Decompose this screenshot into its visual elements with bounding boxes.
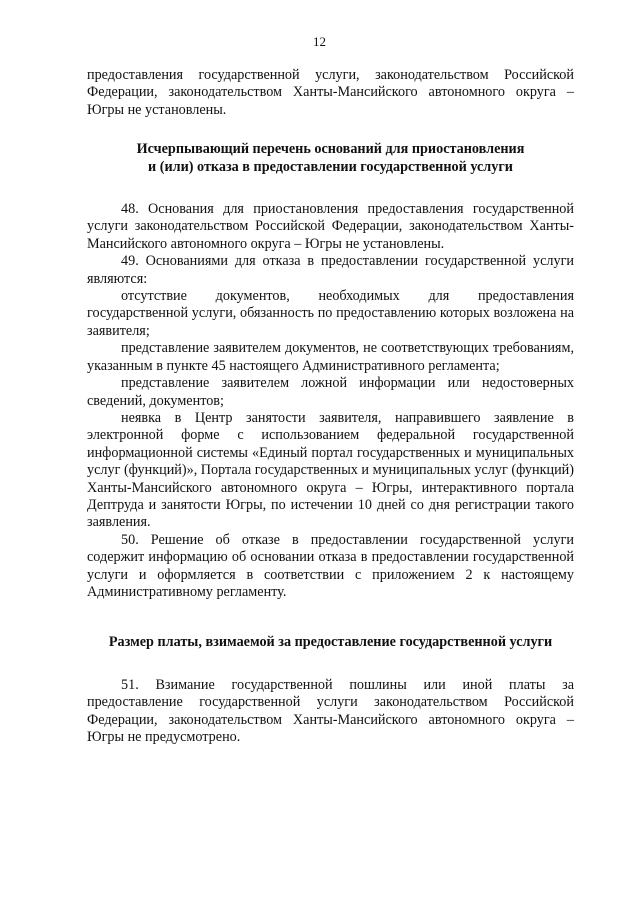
page-number: 12 (313, 34, 326, 49)
clause-49-item-no-show: неявка в Центр занятости заявителя, направившего заявление в электронной форме с использованием федеральной государственной информационной системы «Единый портал государственных и муниципальных услуг (функций)», Портала государственных и муниципальных услуг (функций) Ханты-Мансийского автономного округа – Югры, интерактивного портала Дептруда и занятости Югры, по истечении 10 дней со дня регистрации такого заявления. (87, 409, 574, 531)
clause-49-item-nonconforming-documents: представление заявителем документов, не соответствующих требованиям, указанным в пункте 45 настоящего Административного регламента; (87, 340, 574, 374)
section-heading-suspension-line-2: и (или) отказа в предоставлении государственной услуги (148, 158, 513, 175)
document-body (87, 67, 574, 746)
clause-50: 50. Решение об отказе в предоставлении государственной услуги содержит информацию об основании отказа в предоставлении государственной услуги и оформляется в соответствии с приложением 2 к настоящему Административному регламенту. (87, 531, 574, 600)
clause-48: 48. Основания для приостановления предоставления государственной услуги законодательством Российской Федерации, законодательством Ханты-Мансийского автономного округа – Югры не установлены. (87, 201, 574, 252)
clause-49-item-missing-documents: отсутствие документов, необходимых для предоставления государственной услуги, обязанность по предоставлению которых возложена на заявителя; (87, 288, 574, 339)
clause-49-item-false-information: представление заявителем ложной информации или недостоверных сведений, документов; (87, 375, 574, 409)
intro-paragraph: предоставления государственной услуги, законодательством Российской Федерации, законодательством Ханты-Мансийского автономного округа – Югры не установлены. (87, 67, 574, 118)
section-heading-fee: Размер платы, взимаемой за предоставление государственной услуги (108, 634, 553, 651)
section-heading-suspension-line-1: Исчерпывающий перечень оснований для приостановления (136, 141, 525, 158)
clause-49: 49. Основаниями для отказа в предоставлении государственной услуги являются: (87, 253, 574, 287)
clause-51: 51. Взимание государственной пошлины или иной платы за предоставление государственной услуги законодательством Российской Федерации, законодательством Ханты-Мансийского автономного округа – Югры не предусмотрено. (87, 676, 574, 745)
